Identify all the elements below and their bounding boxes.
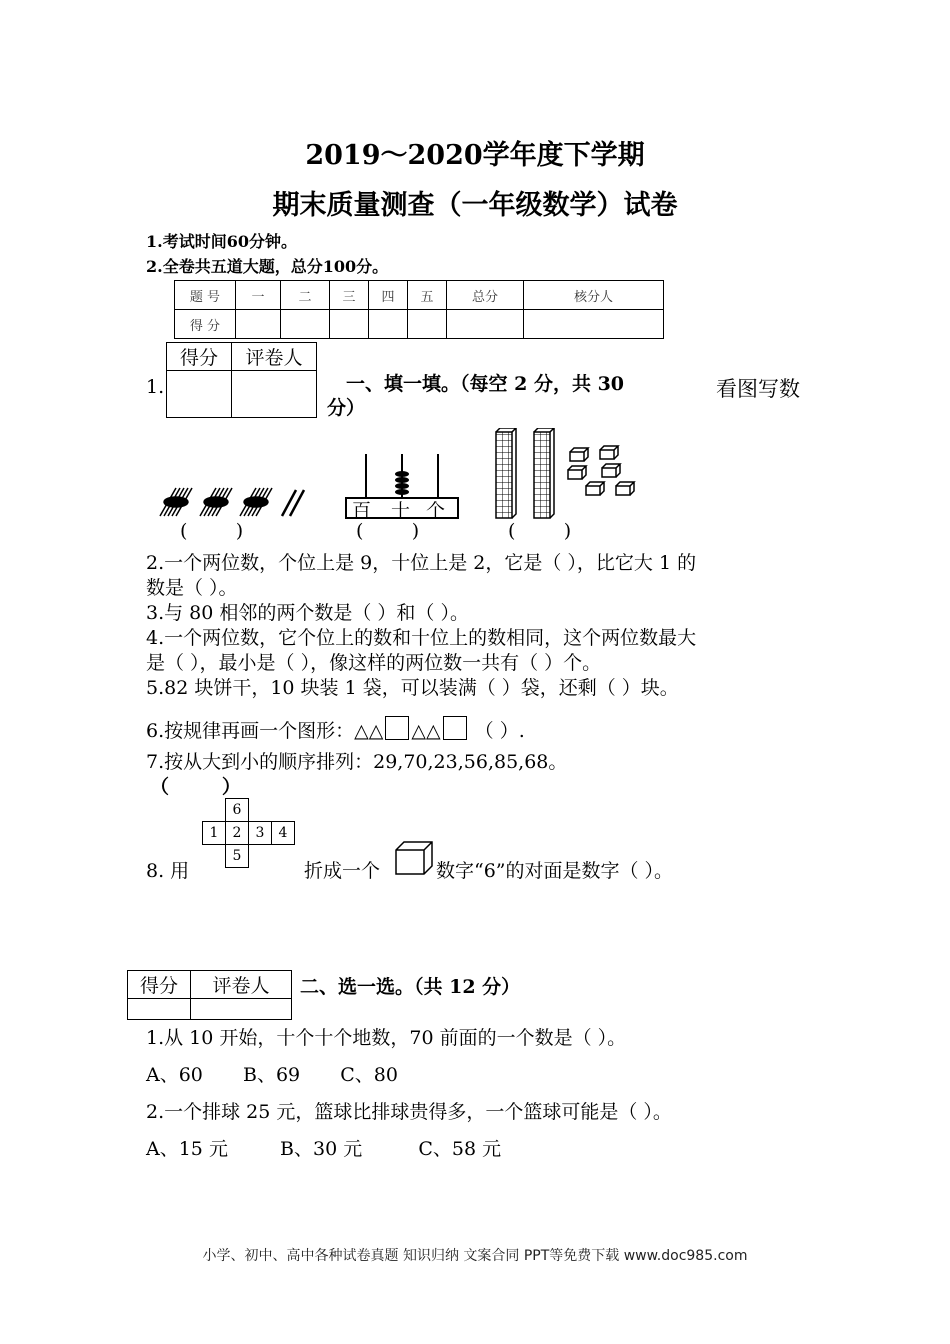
option-c[interactable]: C、58 元 (418, 1138, 502, 1160)
single-sticks (282, 490, 304, 516)
score-cell[interactable] (447, 310, 524, 339)
score-cell[interactable] (369, 310, 408, 339)
choice-question-1: 1.从 10 开始，十个十个地数，70 前面的一个数是（ ）。 (146, 1027, 627, 1049)
score-cell[interactable] (408, 310, 447, 339)
score-row-label: 得 分 (175, 310, 236, 339)
choice-options-2 (146, 1134, 501, 1161)
section1-number: 1. (146, 376, 165, 398)
grader-score-label: 得分 (167, 343, 232, 371)
stick-bundle (200, 488, 232, 516)
question-3: 3.与 80 相邻的两个数是（ ）和（ ）。 (146, 602, 469, 624)
grader-score-label: 得分 (128, 971, 191, 999)
exam-title-line1: 2019～2020学年度下学期 (305, 140, 645, 171)
ten-rod (496, 428, 516, 518)
question-8-suffix: 数字“6”的对面是数字（ ）。 (436, 860, 674, 882)
grader-name-label: 评卷人 (191, 971, 292, 999)
page-footer: 小学、初中、高中各种试卷真题 知识归纳 文案合同 PPT等免费下载 www.doc985.com (202, 1248, 748, 1264)
net-face: 4 (272, 822, 295, 845)
note-1: 1.考试时间60分钟。 (146, 232, 297, 251)
question-7: 7.按从大到小的顺序排列：29,70,23,56,85,68。 (146, 751, 568, 773)
section1-subtitle: 看图写数 (716, 377, 800, 401)
exam-title-line2: 期末质量测查（一年级数学）试卷 (272, 190, 678, 221)
option-c[interactable]: C、80 (340, 1064, 398, 1086)
net-face: 3 (249, 822, 272, 845)
score-header: 二 (281, 281, 330, 310)
option-b[interactable]: B、30 元 (280, 1138, 363, 1160)
score-table (174, 280, 664, 339)
choice-options-1 (146, 1060, 398, 1087)
question-5: 5.82 块饼干，10 块装 1 袋，可以装满（ ）袋，还剩（ ）块。 (146, 677, 679, 699)
triangle-pair: △△ (411, 720, 441, 742)
score-cell[interactable] (281, 310, 330, 339)
note-2: 2.全卷共五道大题，总分100分。 (146, 257, 389, 276)
grader-score-cell[interactable] (128, 999, 191, 1020)
score-cell[interactable] (524, 310, 664, 339)
square-shape (385, 716, 409, 740)
answer-blank-abacus[interactable]: ( ) (356, 520, 420, 542)
triangle-pair: △△ (354, 720, 384, 742)
grader-box-1 (166, 342, 317, 418)
grader-name-cell[interactable] (191, 999, 292, 1020)
section1-heading: 一、填一填。（每空 2 分，共 30 (346, 373, 625, 395)
square-shape (443, 716, 467, 740)
answer-blank-blocks[interactable]: ( ) (508, 520, 572, 542)
question-8-prefix: 8. 用 (146, 860, 190, 882)
grader-box-2 (127, 970, 292, 1020)
net-face: 2 (226, 822, 249, 845)
score-header: 一 (236, 281, 281, 310)
net-face: 5 (226, 845, 249, 868)
stick-bundles-figure (158, 478, 316, 524)
net-face: 6 (226, 799, 249, 822)
score-header: 三 (330, 281, 369, 310)
question-8-mid: 折成一个 (304, 860, 381, 882)
net-face: 1 (203, 822, 226, 845)
score-header: 五 (408, 281, 447, 310)
question-2-cont: 数是（ ）。 (146, 577, 238, 599)
score-header: 题 号 (175, 281, 236, 310)
question-6-prefix: 6.按规律再画一个图形： (146, 720, 355, 742)
grader-score-cell[interactable] (167, 371, 232, 418)
ten-rod (534, 428, 554, 518)
cube-net (202, 798, 295, 868)
question-4: 4.一个两位数，它个位上的数和十位上的数相同，这个两位数最大 (146, 627, 697, 649)
question-7-blank[interactable]: （ ） (150, 776, 241, 798)
score-cell[interactable] (330, 310, 369, 339)
abacus-label-tens: 十 (391, 500, 411, 522)
score-cell[interactable] (236, 310, 281, 339)
abacus-label-hundreds: 百 (352, 500, 372, 522)
option-b[interactable]: B、69 (243, 1064, 301, 1086)
answer-blank-sticks[interactable]: ( ) (180, 520, 244, 542)
score-header: 核分人 (524, 281, 664, 310)
grader-name-label: 评卷人 (232, 343, 317, 371)
section1-heading-cont: 分） (327, 397, 366, 419)
score-header: 总分 (447, 281, 524, 310)
question-6 (146, 716, 525, 743)
stick-bundle (240, 488, 272, 516)
option-a[interactable]: A、15 元 (146, 1138, 228, 1160)
cube-icon (394, 840, 434, 876)
unit-cubes (568, 446, 634, 495)
base-ten-blocks-figure (490, 428, 650, 522)
option-a[interactable]: A、60 (146, 1064, 203, 1086)
question-2: 2.一个两位数，个位上是 9，十位上是 2，它是（ ），比它大 1 的 (146, 552, 697, 574)
choice-question-2: 2.一个排球 25 元，篮球比排球贵得多，一个篮球可能是（ ）。 (146, 1101, 672, 1123)
section2-heading: 二、选一选。（共 12 分） (300, 976, 521, 998)
score-header: 四 (369, 281, 408, 310)
question-6-suffix: （ ）. (474, 720, 525, 742)
abacus-label-ones: 个 (426, 500, 446, 522)
question-4-cont: 是（ ），最小是（ ），像这样的两位数一共有（ ）个。 (146, 652, 602, 674)
stick-bundle (160, 488, 192, 516)
grader-name-cell[interactable] (232, 371, 317, 418)
